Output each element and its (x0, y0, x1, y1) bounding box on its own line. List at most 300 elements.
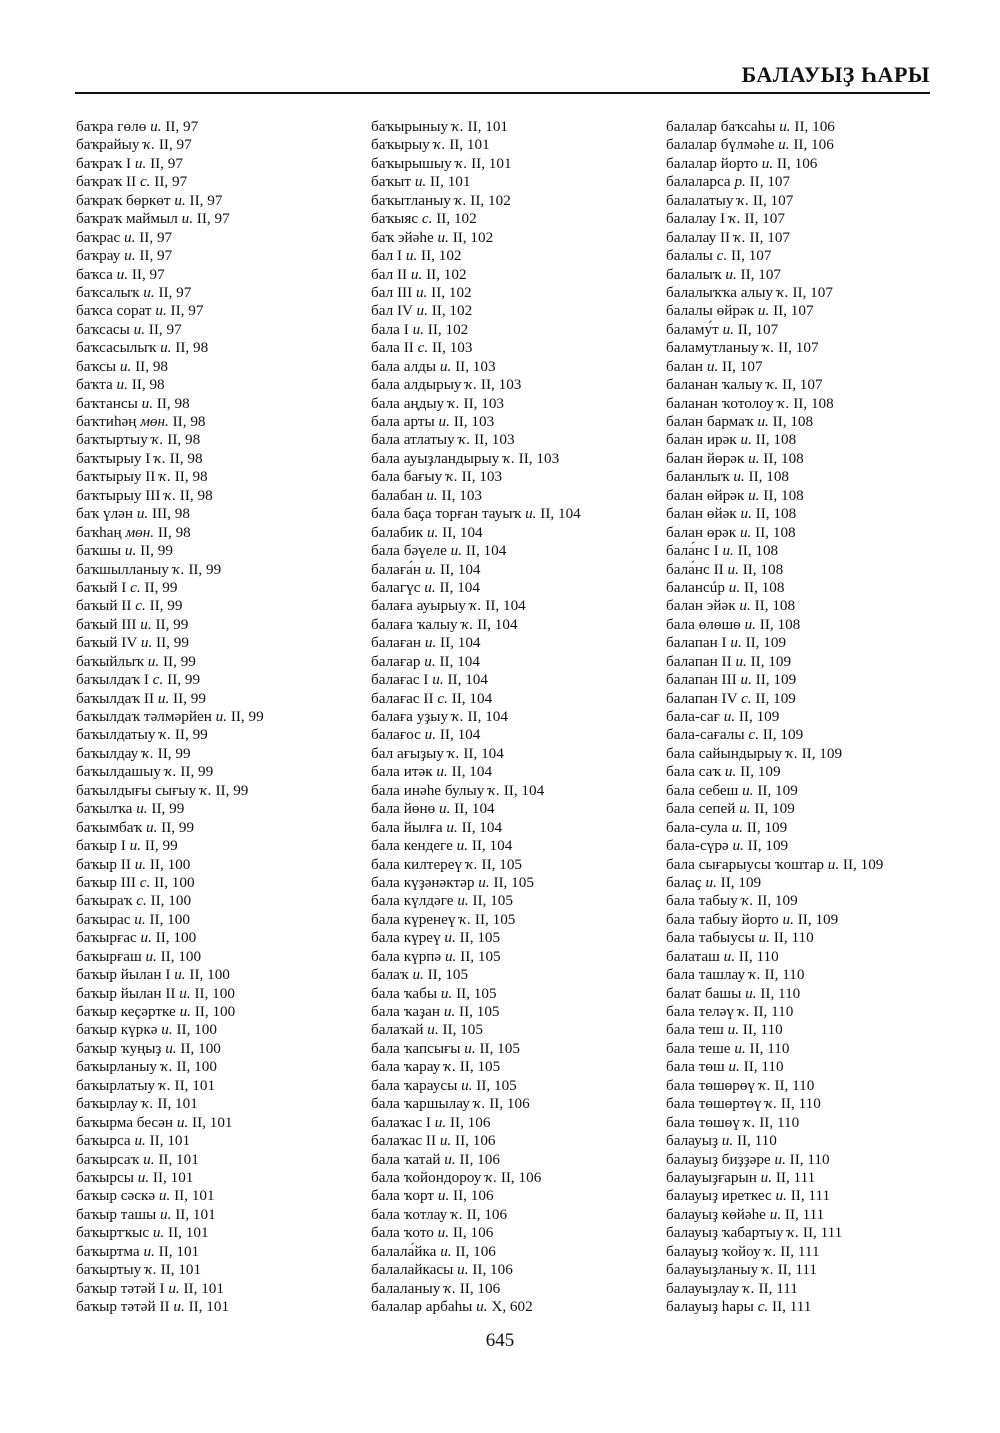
entry-part-of-speech: и. (174, 191, 186, 209)
entry-part-of-speech: и. (215, 708, 228, 725)
entry-headword: балалар баҡсаһы (666, 118, 780, 135)
entry-headword: бала ҡабы (371, 984, 441, 1002)
entry-headword: бала төшөртөү (666, 1095, 766, 1113)
entry-volume-page: II, 100 (176, 1039, 221, 1057)
entry-part-of-speech: и. (415, 283, 428, 301)
entry-headword: балалайкасы (371, 1261, 458, 1279)
entry-part-of-speech: с. (136, 892, 147, 910)
entry-headword: баҡшылланыу (76, 560, 173, 578)
index-entry (666, 247, 883, 265)
index-entry (666, 1169, 883, 1187)
entry-volume-page: II, 104 (450, 800, 495, 818)
index-entry (76, 1003, 264, 1021)
entry-headword: баҡтырыу II (76, 468, 160, 486)
entry-volume-page: II, 97 (185, 191, 223, 209)
entry-headword: баҡыр ҡуңыҙ (76, 1039, 166, 1057)
index-entry (666, 1114, 883, 1132)
entry-volume-page: II, 99 (169, 689, 206, 707)
entry-part-of-speech: и. (143, 1150, 155, 1168)
entry-headword: баҡый III (76, 615, 141, 633)
index-entry (666, 966, 883, 984)
index-entry (371, 1151, 581, 1169)
entry-volume-page: II, 99 (136, 542, 173, 560)
index-entry (371, 339, 581, 357)
index-entry (76, 690, 264, 708)
entry-headword: бала ҡапсығы (371, 1039, 465, 1057)
entry-headword: баҡырсы (76, 1168, 138, 1186)
index-entry (371, 155, 581, 173)
entry-headword: балауыҙ һары (666, 1298, 758, 1315)
index-entry (371, 782, 581, 800)
entry-headword: баҡылҡа (76, 800, 137, 818)
entry-headword: бала ҡаҙан (371, 1003, 444, 1020)
index-entry (76, 210, 264, 228)
entry-part-of-speech: с. (421, 210, 433, 228)
entry-part-of-speech: и. (440, 1242, 452, 1260)
entry-volume-page: II, 104 (459, 744, 504, 762)
entry-headword: баҡырма бесән (76, 1113, 177, 1131)
entry-part-of-speech: ҡ. (503, 449, 515, 467)
entry-volume-page: II, 110 (769, 929, 814, 947)
entry-headword: балансúр (666, 578, 729, 596)
entry-volume-page: II, 109 (758, 726, 804, 744)
entry-headword: балан бармаҡ (666, 413, 758, 430)
entry-headword: бала аңдыу (371, 394, 448, 412)
index-entry (76, 911, 264, 929)
entry-part-of-speech: и. (740, 505, 752, 523)
entry-volume-page: II, 100 (190, 984, 235, 1002)
entry-headword: балаҫ (666, 873, 706, 891)
entry-part-of-speech: с. (139, 873, 151, 891)
index-entry (371, 911, 581, 929)
entry-volume-page: II, 97 (154, 283, 192, 301)
entry-headword: баҡтансы (76, 394, 142, 412)
entry-volume-page: II, 110 (745, 1039, 790, 1057)
entry-part-of-speech: ҡ. (485, 1168, 498, 1186)
entry-headword: баҡыяс (371, 210, 422, 228)
entry-volume-page: II, 108 (751, 505, 797, 523)
index-entry (76, 966, 264, 984)
index-entry (76, 708, 264, 726)
index-entry (76, 1280, 264, 1298)
entry-part-of-speech: и. (724, 763, 737, 781)
index-entry (371, 1021, 581, 1039)
index-entry (666, 1298, 883, 1316)
index-entry (371, 856, 581, 874)
entry-part-of-speech: и. (444, 929, 456, 947)
index-entry (76, 542, 264, 560)
index-entry (666, 210, 883, 228)
index-entry (666, 1095, 883, 1113)
index-entry (666, 1151, 883, 1169)
entry-volume-page: II, 109 (751, 689, 796, 707)
entry-part-of-speech: ҡ. (762, 339, 775, 357)
entry-headword: балалыҡ (666, 265, 726, 283)
entry-volume-page: II, 98 (153, 394, 190, 412)
entry-headword: балапан III (666, 671, 741, 689)
entry-volume-page: II, 99 (184, 560, 222, 578)
entry-headword: бала төшөү (666, 1113, 744, 1131)
entry-headword: бала II (371, 339, 418, 357)
index-entry (666, 671, 883, 689)
index-entry (76, 948, 264, 966)
index-entry (666, 561, 883, 579)
entry-volume-page: II, 107 (740, 210, 785, 228)
index-entry (371, 1114, 581, 1132)
entry-part-of-speech: и. (782, 910, 794, 928)
entry-volume-page: III, 98 (148, 505, 190, 523)
entry-part-of-speech: ҡ. (743, 1113, 756, 1131)
entry-volume-page: II, 108 (750, 597, 796, 615)
index-entry (371, 892, 581, 910)
entry-volume-page: II, 107 (774, 339, 819, 357)
index-entry (666, 911, 883, 929)
entry-part-of-speech: и. (437, 1224, 450, 1242)
entry-part-of-speech: и. (739, 800, 751, 818)
entry-part-of-speech: и. (179, 1003, 191, 1020)
entry-part-of-speech: и. (140, 634, 153, 652)
entry-part-of-speech: и. (134, 855, 147, 873)
entry-headword: балағос (371, 726, 425, 744)
entry-part-of-speech: ҡ. (459, 910, 472, 928)
index-entry (371, 1040, 581, 1058)
entry-part-of-speech: и. (722, 320, 734, 338)
entry-part-of-speech: и. (728, 578, 741, 596)
entry-headword: бала ҡотлау (371, 1205, 452, 1223)
entry-headword: бала килтереү (371, 855, 466, 873)
entry-volume-page: II, 107 (733, 320, 779, 338)
entry-headword: баҡра гөлө (76, 118, 151, 135)
entry-volume-page: II, 103 (451, 357, 496, 375)
entry-part-of-speech: и. (476, 1298, 488, 1315)
entry-part-of-speech: ҡ. (451, 708, 464, 725)
entry-part-of-speech: ҡ. (160, 1058, 173, 1076)
entry-volume-page: II, 99 (141, 837, 178, 855)
entry-headword: баҡ эйәһе (371, 228, 438, 246)
index-entry (666, 819, 883, 837)
entry-part-of-speech: ҡ. (465, 855, 478, 873)
entry-headword: баҡыйлыҡ (76, 652, 148, 670)
entry-part-of-speech: и. (734, 1039, 746, 1057)
entry-headword: бала күҙәнәктәр (371, 873, 479, 891)
entry-part-of-speech: и. (778, 136, 790, 154)
entry-volume-page: II, 97 (166, 302, 204, 320)
index-entry (371, 395, 581, 413)
entry-volume-page: II, 101 (170, 1076, 216, 1094)
entry-part-of-speech: и. (722, 542, 734, 560)
entry-volume-page: II, 106 (497, 1168, 542, 1186)
entry-headword: бал II (371, 265, 411, 283)
entry-volume-page: II, 104 (473, 615, 518, 633)
entry-volume-page: II, 110 (756, 984, 801, 1002)
entry-headword: балаҡай (371, 1021, 428, 1039)
entry-headword: баҡырғас (76, 929, 141, 947)
entry-headword: баҡымбаҡ (76, 818, 146, 836)
entry-volume-page: II, 104 (436, 726, 481, 744)
entry-volume-page: II, 107 (718, 357, 763, 375)
index-entry (76, 892, 264, 910)
entry-part-of-speech: и. (721, 1132, 734, 1150)
index-entry (76, 450, 264, 468)
index-entry (371, 726, 581, 744)
entry-headword: бал IV (371, 302, 417, 320)
entry-headword: баҡырлау (76, 1095, 142, 1113)
entry-part-of-speech: ҡ. (159, 468, 171, 486)
index-entry (76, 118, 264, 136)
entry-headword: балан йөрәк (666, 449, 749, 467)
entry-part-of-speech: с. (417, 339, 429, 357)
entry-part-of-speech: ҡ. (737, 1003, 750, 1020)
entry-headword: балан өйәк (666, 505, 741, 523)
entry-volume-page: II, 99 (159, 652, 196, 670)
entry-part-of-speech: и. (748, 486, 760, 504)
entry-volume-page: II, 97 (135, 247, 173, 265)
entry-headword: балала́йка (371, 1242, 441, 1260)
index-entry (371, 874, 581, 892)
index-entry (76, 1040, 264, 1058)
entry-headword: бала итәк (371, 763, 437, 781)
entry-part-of-speech: и. (457, 892, 469, 910)
entry-part-of-speech: и. (446, 818, 458, 836)
entry-headword: балапан II (666, 652, 736, 670)
entry-volume-page: II, 109 (793, 910, 839, 928)
entry-volume-page: II, 108 (759, 486, 804, 504)
entry-volume-page: II, 103 (514, 449, 560, 467)
index-entry (371, 284, 581, 302)
entry-volume-page: II, 110 (770, 1076, 815, 1094)
index-entry (76, 266, 264, 284)
entry-part-of-speech: ҡ. (733, 228, 746, 246)
entry-volume-page: II, 100 (172, 1058, 217, 1076)
entry-volume-page: II, 110 (734, 947, 779, 965)
entry-headword: баҡырыныу (371, 118, 452, 135)
entry-part-of-speech: и. (439, 357, 452, 375)
entry-part-of-speech: и. (140, 929, 152, 947)
index-entry (371, 505, 581, 523)
index-entry (666, 450, 883, 468)
index-entry (371, 524, 581, 542)
entry-part-of-speech: и. (440, 984, 453, 1002)
entry-headword: бал ағыҙыу (371, 744, 448, 762)
entry-headword: бал III (371, 283, 416, 301)
entry-volume-page: II, 108 (733, 542, 779, 560)
index-entry (371, 487, 581, 505)
entry-volume-page: II, 109 (750, 800, 795, 818)
entry-headword: балабик (371, 523, 427, 541)
entry-volume-page: II, 110 (739, 1058, 784, 1076)
entry-volume-page: II, 102 (417, 247, 462, 265)
entry-volume-page: II, 102 (423, 320, 469, 338)
entry-part-of-speech: и. (174, 966, 186, 984)
entry-volume-page: II, 100 (145, 910, 190, 928)
entry-part-of-speech: и. (436, 763, 448, 781)
entry-volume-page: II, 100 (185, 966, 230, 984)
entry-headword: бала төш (666, 1058, 729, 1076)
entry-part-of-speech: с. (139, 173, 151, 191)
entry-part-of-speech: ҡ. (458, 431, 471, 449)
index-entry (666, 653, 883, 671)
entry-volume-page: II, 109 (743, 837, 789, 855)
entry-part-of-speech: и. (432, 671, 444, 689)
entry-part-of-speech: и. (457, 1261, 469, 1279)
entry-part-of-speech: ҡ. (164, 486, 176, 504)
index-entry (76, 726, 264, 744)
entry-volume-page: II, 108 (740, 578, 785, 596)
entry-volume-page: II, 106 (468, 1261, 513, 1279)
entry-volume-page: II, 111 (776, 1242, 820, 1260)
index-entry (666, 690, 883, 708)
entry-volume-page: II, 106 (451, 1132, 496, 1150)
index-entry (666, 708, 883, 726)
entry-headword: баҡраҡ I (76, 154, 135, 172)
entry-headword: балаҡас II (371, 1132, 440, 1150)
index-entry (371, 1280, 581, 1298)
entry-headword: баланан ҡотолоу (666, 394, 778, 412)
index-entry (371, 136, 581, 154)
index-entry (666, 1187, 883, 1205)
entry-part-of-speech: и. (434, 1113, 447, 1131)
entry-headword: баҡсалыҡ (76, 283, 144, 301)
entry-part-of-speech: ҡ. (728, 210, 741, 228)
entry-volume-page: II, 99 (140, 578, 178, 596)
index-entry (371, 1132, 581, 1150)
entry-volume-page: II, 105 (468, 892, 513, 910)
entry-headword: балалау I (666, 210, 729, 228)
entry-volume-page: II, 107 (749, 191, 794, 209)
entry-volume-page: II, 104 (436, 560, 481, 578)
entry-headword: баҡырлатыу (76, 1076, 159, 1094)
entry-part-of-speech: и. (134, 910, 146, 928)
entry-part-of-speech: с. (716, 247, 728, 265)
entry-part-of-speech: и. (424, 634, 437, 652)
entry-volume-page: II, 103 (457, 468, 503, 486)
index-entry (371, 634, 581, 652)
entry-headword: балаға ауырыу (371, 597, 470, 615)
entry-volume-page: II, 105 (456, 947, 501, 965)
entry-part-of-speech: и. (137, 1168, 150, 1186)
entry-headword: баҡтырыу III (76, 486, 165, 504)
entry-part-of-speech: и. (124, 542, 137, 560)
index-entry (371, 376, 581, 394)
entry-volume-page: II, 98 (170, 468, 208, 486)
entry-volume-page: II, 105 (455, 929, 501, 947)
entry-headword: баланлыҡ (666, 468, 734, 486)
entry-part-of-speech: ҡ. (433, 136, 446, 154)
entry-headword: баҡта (76, 376, 117, 394)
entry-headword: баҡыр йылан II (76, 984, 180, 1002)
index-entry (76, 376, 264, 394)
index-entry (76, 155, 264, 173)
entry-part-of-speech: ҡ. (447, 744, 460, 762)
entry-part-of-speech: и. (740, 671, 752, 689)
entry-part-of-speech: и. (727, 1021, 739, 1039)
entry-part-of-speech: и. (134, 154, 147, 172)
index-entry (76, 616, 264, 634)
entry-part-of-speech: с. (757, 1298, 769, 1315)
entry-headword: бала алдырыу (371, 376, 466, 394)
entry-headword: балаланыу (371, 1279, 445, 1297)
entry-headword: баҡытланыу (371, 191, 455, 209)
entry-headword: бала күреү (371, 929, 445, 947)
index-entry (76, 247, 264, 265)
entry-part-of-speech: ҡ. (758, 1076, 771, 1094)
index-entry (76, 745, 264, 763)
entry-part-of-speech: и. (456, 837, 469, 855)
entry-volume-page: II, 98 (154, 523, 191, 541)
entry-volume-page: II, 104 (443, 671, 488, 689)
index-entry (666, 358, 883, 376)
entry-volume-page: II, 97 (135, 228, 173, 246)
index-entry (371, 1058, 581, 1076)
index-entry (76, 819, 264, 837)
entry-part-of-speech: и. (758, 929, 770, 947)
entry-volume-page: II, 108 (744, 468, 790, 486)
entry-headword: балауыҙланыу (666, 1261, 762, 1279)
entry-volume-page: II, 102 (427, 283, 472, 301)
page-header-title: БАЛАУЫҘ ҺАРЫ (741, 62, 930, 87)
entry-part-of-speech: мөн. (140, 413, 169, 430)
entry-volume-page: II, 99 (153, 744, 191, 762)
entry-headword: баҡырыу (371, 136, 434, 154)
entry-headword: балауыҙ ҡабартыу (666, 1224, 788, 1242)
entry-part-of-speech: и. (757, 413, 769, 430)
entry-part-of-speech: и. (774, 1150, 786, 1168)
entry-headword: бала төшөрөү (666, 1076, 759, 1094)
entry-headword: баҡыр кеҫәртке (76, 1003, 180, 1020)
entry-volume-page: II, 106 (773, 154, 818, 172)
entry-headword: баҡыр йылан I (76, 966, 175, 984)
entry-part-of-speech: ҡ. (777, 394, 790, 412)
entry-part-of-speech: ҡ. (461, 615, 474, 633)
entry-headword: балан өйрәк (666, 486, 749, 504)
index-entry (666, 782, 883, 800)
index-entry (666, 173, 883, 191)
entry-headword: баҡрайыу (76, 136, 144, 154)
entry-headword: бала күрпә (371, 947, 445, 965)
index-entry (371, 929, 581, 947)
entry-volume-page: II, 97 (155, 136, 192, 154)
entry-headword: балаҡ (371, 966, 413, 984)
entry-headword: бала́нс I (666, 542, 723, 560)
entry-headword: бала саҡ (666, 763, 725, 781)
index-entry (76, 1077, 264, 1095)
index-entry (666, 874, 883, 892)
entry-part-of-speech: и. (424, 652, 436, 670)
entry-part-of-speech: ҡ. (451, 1205, 463, 1223)
entry-headword: бала теләү (666, 1003, 738, 1020)
entry-volume-page: II, 104 (468, 837, 513, 855)
entry-headword: баҡсасылыҡ (76, 339, 161, 357)
index-entry (666, 1021, 883, 1039)
index-entry (371, 690, 581, 708)
entry-volume-page: II, 109 (716, 873, 762, 891)
entry-volume-page: II, 101 (154, 1242, 200, 1260)
index-entry (76, 671, 264, 689)
entry-volume-page: II, 103 (477, 376, 522, 394)
entry-part-of-speech: с. (152, 671, 164, 689)
entry-part-of-speech: и. (732, 837, 744, 855)
entry-volume-page: II, 109 (736, 763, 781, 781)
entry-part-of-speech: и. (160, 1205, 172, 1223)
index-entry (371, 1243, 581, 1261)
entry-volume-page: II, 98 (165, 449, 203, 467)
index-entry (371, 800, 581, 818)
entry-part-of-speech: и. (745, 984, 757, 1002)
index-entry (371, 653, 581, 671)
entry-volume-page: II, 102 (422, 265, 467, 283)
entry-headword: балалар йорто (666, 154, 762, 172)
entry-volume-page: II, 105 (423, 966, 469, 984)
